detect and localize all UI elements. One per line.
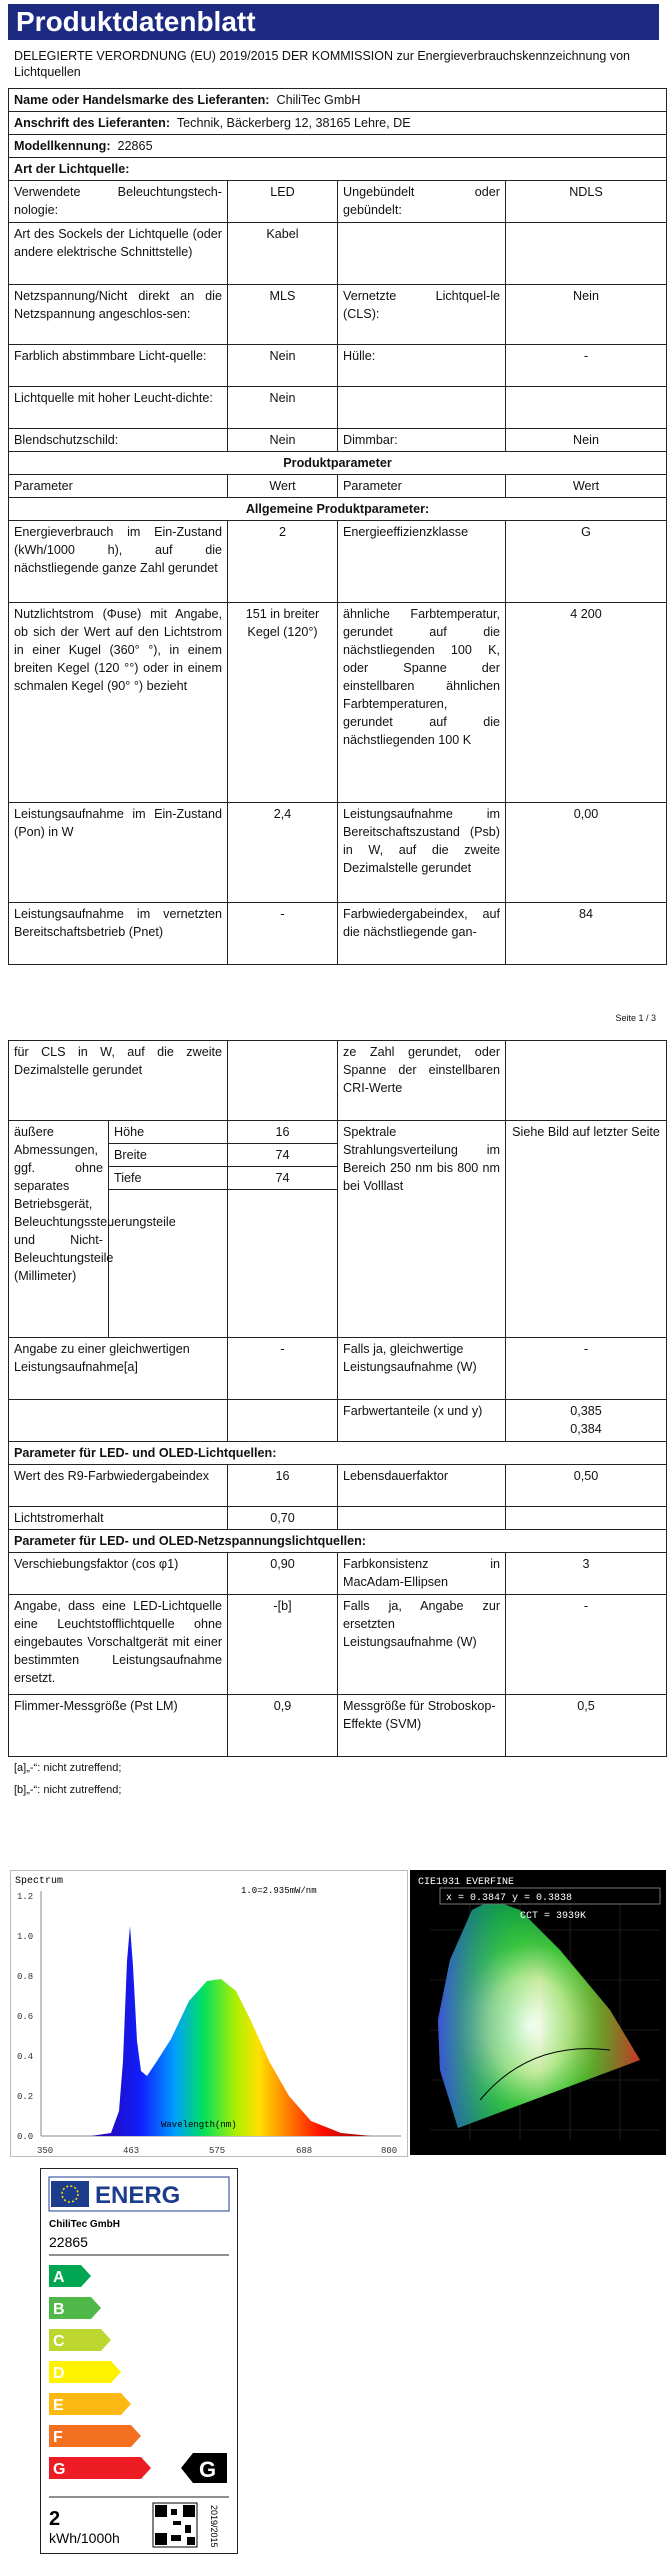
- cell-label: Lebensdauerfaktor: [338, 1465, 506, 1507]
- cell-value: LED: [228, 181, 338, 223]
- y-tick: 1.2: [17, 1892, 34, 1902]
- cell-label: Messgröße für Stroboskop-Effekte (SVM): [338, 1695, 506, 1757]
- cell-empty: [228, 1190, 338, 1338]
- cie-coords: x = 0.3847 y = 0.3838: [446, 1893, 573, 1904]
- cell-label: Energieeffizienzklasse: [338, 521, 506, 603]
- cell-label: Dimmbar:: [338, 429, 506, 452]
- cell-label: Nutzlichtstrom (Φuse) mit Angabe, ob sich der Wert auf den Lichtstrom in einer Kugel (360° °), in einem breiten Kegel (120 °°) oder in einem schmalen Kegel (90° °) bezieht: [9, 603, 228, 803]
- cell-value: 0,70: [228, 1507, 338, 1530]
- cell-value: NDLS: [506, 181, 667, 223]
- y-tick: 0.6: [17, 2012, 34, 2022]
- class-letter: D: [53, 2365, 65, 2382]
- cell-label: Angabe, dass eine LED-Lichtquelle eine Leuchtstofflichtquelle ohne eingebautes Vorschaltgerät mit einer bestimmten Leistungsaufnahme ersetzt.: [9, 1595, 228, 1695]
- cell-label: Energieverbrauch im Ein-Zustand (kWh/1000 h), auf die nächstliegende ganze Zahl gerundet: [9, 521, 228, 603]
- cell-label: ze Zahl gerundet, oder Spanne der einstellbaren CRI-Werte: [338, 1041, 506, 1121]
- datasheet-table-page1: [8, 88, 667, 965]
- spectrum-title: Spectrum: [15, 1876, 64, 1887]
- cell-label: Falls ja, gleichwertige Leistungsaufnahme (W): [338, 1338, 506, 1400]
- dim-value: 74: [228, 1167, 338, 1190]
- cell-label: Verwendete Beleuchtungstech-nologie:: [9, 181, 228, 223]
- cie-cct: CCT = 3939K: [520, 1911, 587, 1922]
- page-subtitle: DELEGIERTE VERORDNUNG (EU) 2019/2015 DER KOMMISSION zur Energieverbrauchskennzeichnung von Lichtquellen: [14, 49, 630, 79]
- class-rating: [181, 2453, 227, 2483]
- cell-value: -: [506, 345, 667, 387]
- cell-empty: [338, 387, 506, 429]
- cell-value: Siehe Bild auf letzter Seite: [506, 1121, 667, 1338]
- dim-value: 74: [228, 1144, 338, 1167]
- cell-label: Vernetzte Lichtquel-le (CLS):: [338, 285, 506, 345]
- class-arrow-f: [49, 2425, 141, 2447]
- cell-label: Spektrale Strahlungsverteilung im Bereich 250 nm bis 800 nm bei Volllast: [338, 1121, 506, 1338]
- cell-value: -[b]: [228, 1595, 338, 1695]
- cell-value: 84: [506, 903, 667, 965]
- dim-key: Tiefe: [109, 1167, 228, 1190]
- x-tick: 575: [209, 2146, 226, 2156]
- cell-empty: [109, 1190, 228, 1338]
- x-tick: 350: [37, 2146, 54, 2156]
- eu-flag-icon: [51, 2181, 89, 2207]
- cell-label: Farbkonsistenz in MacAdam-Ellipsen: [338, 1553, 506, 1595]
- spectrum-formula: 1.0=2.935mW/nm: [241, 1886, 317, 1896]
- energy-label-svg: [41, 2169, 237, 2553]
- cell-label: Leistungsaufnahme im Bereitschaftszustand (Psb) in W, auf die zweite Dezimalstelle gerundet: [338, 803, 506, 903]
- label-brand: ENERG: [95, 2182, 181, 2209]
- y-tick: 0.4: [17, 2052, 34, 2062]
- cell-empty: [506, 1507, 667, 1530]
- spectrum-curve: [91, 1926, 371, 2136]
- chromaticity-values: 0,385 0,384: [506, 1400, 667, 1442]
- qr-code-icon: [153, 2503, 197, 2547]
- cell-empty: [228, 1400, 338, 1442]
- footnote-b: [b]„-“: nicht zutreffend;: [14, 1784, 122, 1796]
- x-axis-title: Wavelength(nm): [161, 2120, 237, 2130]
- label-regulation: 2019/2015: [209, 2505, 219, 2548]
- y-tick: 0.2: [17, 2092, 34, 2102]
- x-tick: 463: [123, 2146, 140, 2156]
- dim-key: Höhe: [109, 1121, 228, 1144]
- cell-value: Nein: [228, 429, 338, 452]
- cie-gamut-overlay: [438, 1900, 640, 2128]
- class-letter: F: [53, 2429, 63, 2446]
- cell-label: Netzspannung/Nicht direkt an die Netzspannung angeschlos-sen:: [9, 285, 228, 345]
- cell-empty: [506, 1041, 667, 1121]
- class-letter: A: [53, 2269, 65, 2286]
- cell-value: 16: [228, 1465, 338, 1507]
- cell-value: Kabel: [228, 223, 338, 285]
- class-letter: B: [53, 2301, 65, 2318]
- cell-label: Hülle:: [338, 345, 506, 387]
- energy-label: [40, 2168, 238, 2554]
- spectrum-chart: [10, 1870, 408, 2157]
- supplier-address-row: Anschrift des Lieferanten: Technik, Bäckerberg 12, 38165 Lehre, DE: [9, 112, 667, 135]
- cell-label: Leistungsaufnahme im vernetzten Bereitschaftsbetrieb (Pnet): [9, 903, 228, 965]
- cell-label: Blendschutzschild:: [9, 429, 228, 452]
- cell-value: 0,9: [228, 1695, 338, 1757]
- datasheet-table-page2: [8, 1040, 667, 1757]
- cell-value: 0,50: [506, 1465, 667, 1507]
- cell-value: G: [506, 521, 667, 603]
- page-number: Seite 1 / 3: [615, 1013, 656, 1023]
- cell-label: Farbwiedergabeindex, auf die nächstliegende gan-: [338, 903, 506, 965]
- class-scale: [49, 2265, 151, 2479]
- cell-label: Angabe zu einer gleichwertigen Leistungsaufnahme[a]: [9, 1338, 228, 1400]
- dim-key: Breite: [109, 1144, 228, 1167]
- cell-value: 0,90: [228, 1553, 338, 1595]
- cell-value: Nein: [228, 345, 338, 387]
- rating-letter: G: [199, 2457, 217, 2482]
- cell-value: 151 in breiter Kegel (120°): [228, 603, 338, 803]
- cell-value: 2,4: [228, 803, 338, 903]
- cell-value: Nein: [228, 387, 338, 429]
- cell-value: -: [506, 1338, 667, 1400]
- column-header: Wert: [506, 475, 667, 498]
- cell-label: Ungebündelt oder gebündelt:: [338, 181, 506, 223]
- cell-empty: [338, 1507, 506, 1530]
- cie-svg: [410, 1870, 666, 2155]
- dim-value: 16: [228, 1121, 338, 1144]
- cell-label: Lichtstromerhalt: [9, 1507, 228, 1530]
- class-letter: E: [53, 2397, 64, 2414]
- cell-label: Verschiebungsfaktor (cos φ1): [9, 1553, 228, 1595]
- cell-empty: [228, 1041, 338, 1121]
- y-tick: 0.8: [17, 1972, 34, 1982]
- led-params-heading: Parameter für LED- und OLED-Lichtquellen:: [9, 1442, 667, 1465]
- supplier-name-row: Name oder Handelsmarke des Lieferanten: ChiliTec GmbH: [9, 89, 667, 112]
- cell-empty: [506, 223, 667, 285]
- cell-empty: [338, 223, 506, 285]
- x-tick: 688: [296, 2146, 313, 2156]
- cell-value: Nein: [506, 285, 667, 345]
- cie-diagram: [410, 1870, 666, 2155]
- y-tick: 1.0: [17, 1932, 34, 1942]
- label-consumption: 2: [49, 2508, 61, 2530]
- class-letter: G: [53, 2461, 66, 2478]
- cell-empty: [506, 387, 667, 429]
- params-heading: Produktparameter: [9, 452, 667, 475]
- cell-label: Leistungsaufnahme im Ein-Zustand (Pon) in W: [9, 803, 228, 903]
- type-heading: Art der Lichtquelle:: [9, 158, 667, 181]
- cell-label: Farbwertanteile (x und y): [338, 1400, 506, 1442]
- spectrum-svg: [11, 1871, 407, 2156]
- column-header: Parameter: [338, 475, 506, 498]
- datasheet-header: [8, 4, 670, 79]
- cell-label: für CLS in W, auf die zweite Dezimalstelle gerundet: [9, 1041, 228, 1121]
- page-title: Produktdatenblatt: [8, 4, 659, 40]
- cell-value: 2: [228, 521, 338, 603]
- x-tick: 800: [381, 2146, 398, 2156]
- cell-value: -: [228, 903, 338, 965]
- cell-label: Lichtquelle mit hoher Leucht-dichte:: [9, 387, 228, 429]
- dimensions-label: äußere Abmessungen, ggf. ohne separates Betriebsgerät, Beleuchtungssteuerungsteile und Nicht-Beleuchtungsteile (Millimeter): [9, 1121, 109, 1338]
- label-supplier: ChiliTec GmbH: [49, 2219, 120, 2230]
- cell-value: 4 200: [506, 603, 667, 803]
- y-tick: 0.0: [17, 2132, 34, 2142]
- cell-value: MLS: [228, 285, 338, 345]
- cie-title: CIE1931 EVERFINE: [418, 1877, 515, 1888]
- column-header: Parameter: [9, 475, 228, 498]
- general-params-heading: Allgemeine Produktparameter:: [9, 498, 667, 521]
- label-model: 22865: [49, 2234, 88, 2250]
- cell-label: Falls ja, Angabe zur ersetzten Leistungsaufnahme (W): [338, 1595, 506, 1695]
- cell-value: -: [228, 1338, 338, 1400]
- cell-label: Farblich abstimmbare Licht-quelle:: [9, 345, 228, 387]
- mains-params-heading: Parameter für LED- und OLED-Netzspannungslichtquellen:: [9, 1530, 667, 1553]
- cell-value: -: [506, 1595, 667, 1695]
- cell-label: Art des Sockels der Lichtquelle (oder andere elektrische Schnittstelle): [9, 223, 228, 285]
- cell-value: 0,5: [506, 1695, 667, 1757]
- cell-empty: [9, 1400, 228, 1442]
- cell-label: ähnliche Farbtemperatur, gerundet auf die nächstliegenden 100 K, oder Spanne der einstellbaren ähnlichen Farbtemperaturen, gerundet auf die nächstliegenden 100 K: [338, 603, 506, 803]
- cell-value: 3: [506, 1553, 667, 1595]
- model-row: Modellkennung: 22865: [9, 135, 667, 158]
- cell-value: 0,00: [506, 803, 667, 903]
- footnote-a: [a]„-“: nicht zutreffend;: [14, 1762, 122, 1774]
- class-letter: C: [53, 2333, 65, 2350]
- cell-label: Wert des R9-Farbwiedergabeindex: [9, 1465, 228, 1507]
- column-header: Wert: [228, 475, 338, 498]
- cell-label: Flimmer-Messgröße (Pst LM): [9, 1695, 228, 1757]
- cell-value: Nein: [506, 429, 667, 452]
- label-unit: kWh/1000h: [49, 2530, 120, 2546]
